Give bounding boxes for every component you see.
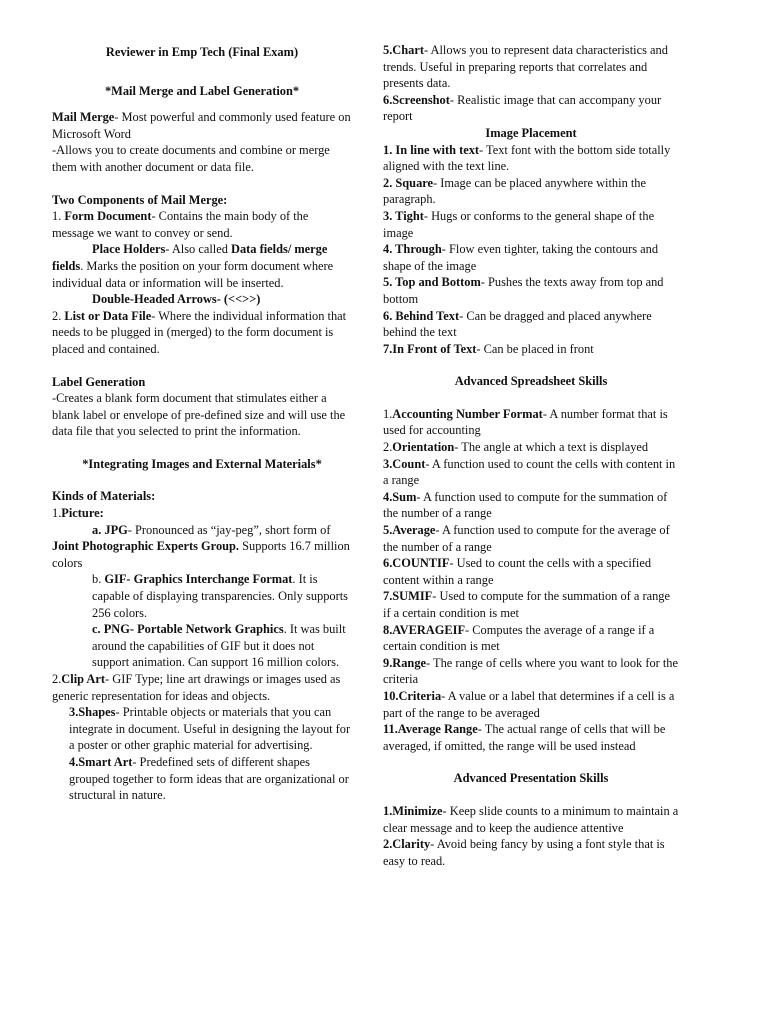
spreadsheet-skill-item: 2.Orientation- The angle at which a text is displayed	[383, 440, 649, 455]
spreadsheet-skill-item: 6.COUNTIF- Used to count the cells with a specified content within a range	[383, 556, 652, 587]
spreadsheet-skill-item: 11.Average Range- The actual range of cells that will be averaged, if omitted, the range will be used instead	[383, 722, 666, 753]
presentation-skills-list	[383, 803, 679, 869]
list-data-file-item: 2. List or Data File- Where the individual information that needs to be plugged in (merged) to the form document is placed and contained.	[52, 308, 347, 356]
double-headed-arrows-item: Double-Headed Arrows- (<<>>)	[92, 292, 261, 307]
spreadsheet-skills-list	[383, 406, 679, 754]
mail-merge-definition: Mail Merge- Most powerful and commonly used feature on Microsoft Word	[52, 110, 351, 141]
presentation-heading: Advanced Presentation Skills	[453, 771, 609, 786]
gif-item: b. GIF- Graphics Interchange Format. It is capable of displaying transparencies. Only supports 256 colors.	[92, 572, 349, 620]
clip-art-item: 2.Clip Art- GIF Type; line art drawings or images used as generic representation for ideas and objects.	[52, 672, 341, 703]
image-placement-item: 5. Top and Bottom- Pushes the texts away from top and bottom	[383, 275, 664, 306]
document-title: Reviewer in Emp Tech (Final Exam)	[105, 45, 299, 59]
image-placement-item: 4. Through- Flow even tighter, taking the contours and shape of the image	[383, 242, 659, 273]
label-generation-definition: -Creates a blank form document that stimulates either a blank label or envelope of pre-defined size and will use the data file that you selected to print the information.	[52, 391, 346, 439]
spreadsheet-skill-item: 8.AVERAGEIF- Computes the average of a range if a certain condition is met	[383, 622, 655, 654]
spreadsheet-skill-item: 1.Accounting Number Format- A number format that is used for accounting	[383, 406, 668, 438]
spreadsheet-skill-item: 3.Count- A function used to count the cells with content in a range	[383, 456, 676, 488]
image-placement-list	[383, 142, 679, 358]
image-placement-item: 2. Square- Image can be placed anywhere within the paragraph.	[383, 175, 646, 207]
image-placement-item: 3. Tight- Hugs or conforms to the general shape of the image	[383, 208, 655, 240]
picture-item: 1.Picture:	[52, 506, 104, 521]
png-item: c. PNG- Portable Network Graphics. It was built around the capabilities of GIF but it does not support animation. Can support 16 million colors.	[92, 622, 346, 670]
shapes-item: 3.Shapes- Printable objects or materials that you can integrate in document. Useful in designing the layout for a poster or other graphic material for advertising.	[69, 705, 351, 753]
place-holders-item: Place Holders- Also called Data fields/ merge fields. Marks the position on your form document where individual data or information will be inserted.	[52, 242, 334, 290]
smart-art-item: 4.Smart Art- Predefined sets of different shapes grouped together to form ideas that are organizational or structural in nature.	[69, 754, 349, 803]
spreadsheet-skill-item: 9.Range- The range of cells where you want to look for the criteria	[383, 655, 679, 687]
label-generation-heading: Label Generation	[52, 374, 146, 389]
image-placement-item: 6. Behind Text- Can be dragged and placed anywhere behind the text	[383, 308, 652, 340]
presentation-skill-item: 1.Minimize- Keep slide counts to a minimum to maintain a clear message and to keep the audience attentive	[383, 803, 679, 835]
mail-merge-definition-2: -Allows you to create documents and combine or merge them with another document or data file.	[52, 143, 330, 174]
spreadsheet-skill-item: 10.Criteria- A value or a label that determines if a cell is a part of the range to be averaged	[383, 688, 675, 720]
section-heading-images: *Integrating Images and External Materials*	[82, 456, 322, 471]
spreadsheet-heading: Advanced Spreadsheet Skills	[454, 374, 608, 389]
spreadsheet-skill-item: 7.SUMIF- Used to compute for the summation of a range if a certain condition is met	[383, 589, 670, 620]
jpg-item: a. JPG- Pronounced as “jay-peg”, short form of Joint Photographic Experts Group. Supports 16.7 million colors	[52, 522, 350, 570]
section-heading-mail-merge: *Mail Merge and Label Generation*	[104, 83, 300, 98]
left-column	[52, 42, 352, 804]
two-components-heading: Two Components of Mail Merge:	[52, 192, 228, 207]
spreadsheet-skill-item: 5.Average- A function used to compute for the average of the number of a range	[383, 523, 670, 554]
chart-item: 5.Chart- Allows you to represent data characteristics and trends. Useful in preparing reports that correlates and presents data.	[383, 43, 668, 91]
screenshot-item: 6.Screenshot- Realistic image that can accompany your report	[383, 92, 662, 124]
image-placement-heading: Image Placement	[485, 125, 577, 140]
presentation-skill-item: 2.Clarity- Avoid being fancy by using a font style that is easy to read.	[383, 837, 665, 868]
spreadsheet-skill-item: 4.Sum- A function used to compute for the summation of the number of a range	[383, 489, 668, 521]
image-placement-item: 1. In line with text- Text font with the bottom side totally aligned with the text line.	[383, 142, 671, 174]
kinds-of-materials-heading: Kinds of Materials:	[52, 489, 156, 504]
form-document-item: 1. Form Document- Contains the main body of the message we want to convey or send.	[52, 209, 309, 240]
image-placement-item: 7.In Front of Text- Can be placed in front	[383, 341, 594, 356]
right-column	[383, 42, 679, 869]
